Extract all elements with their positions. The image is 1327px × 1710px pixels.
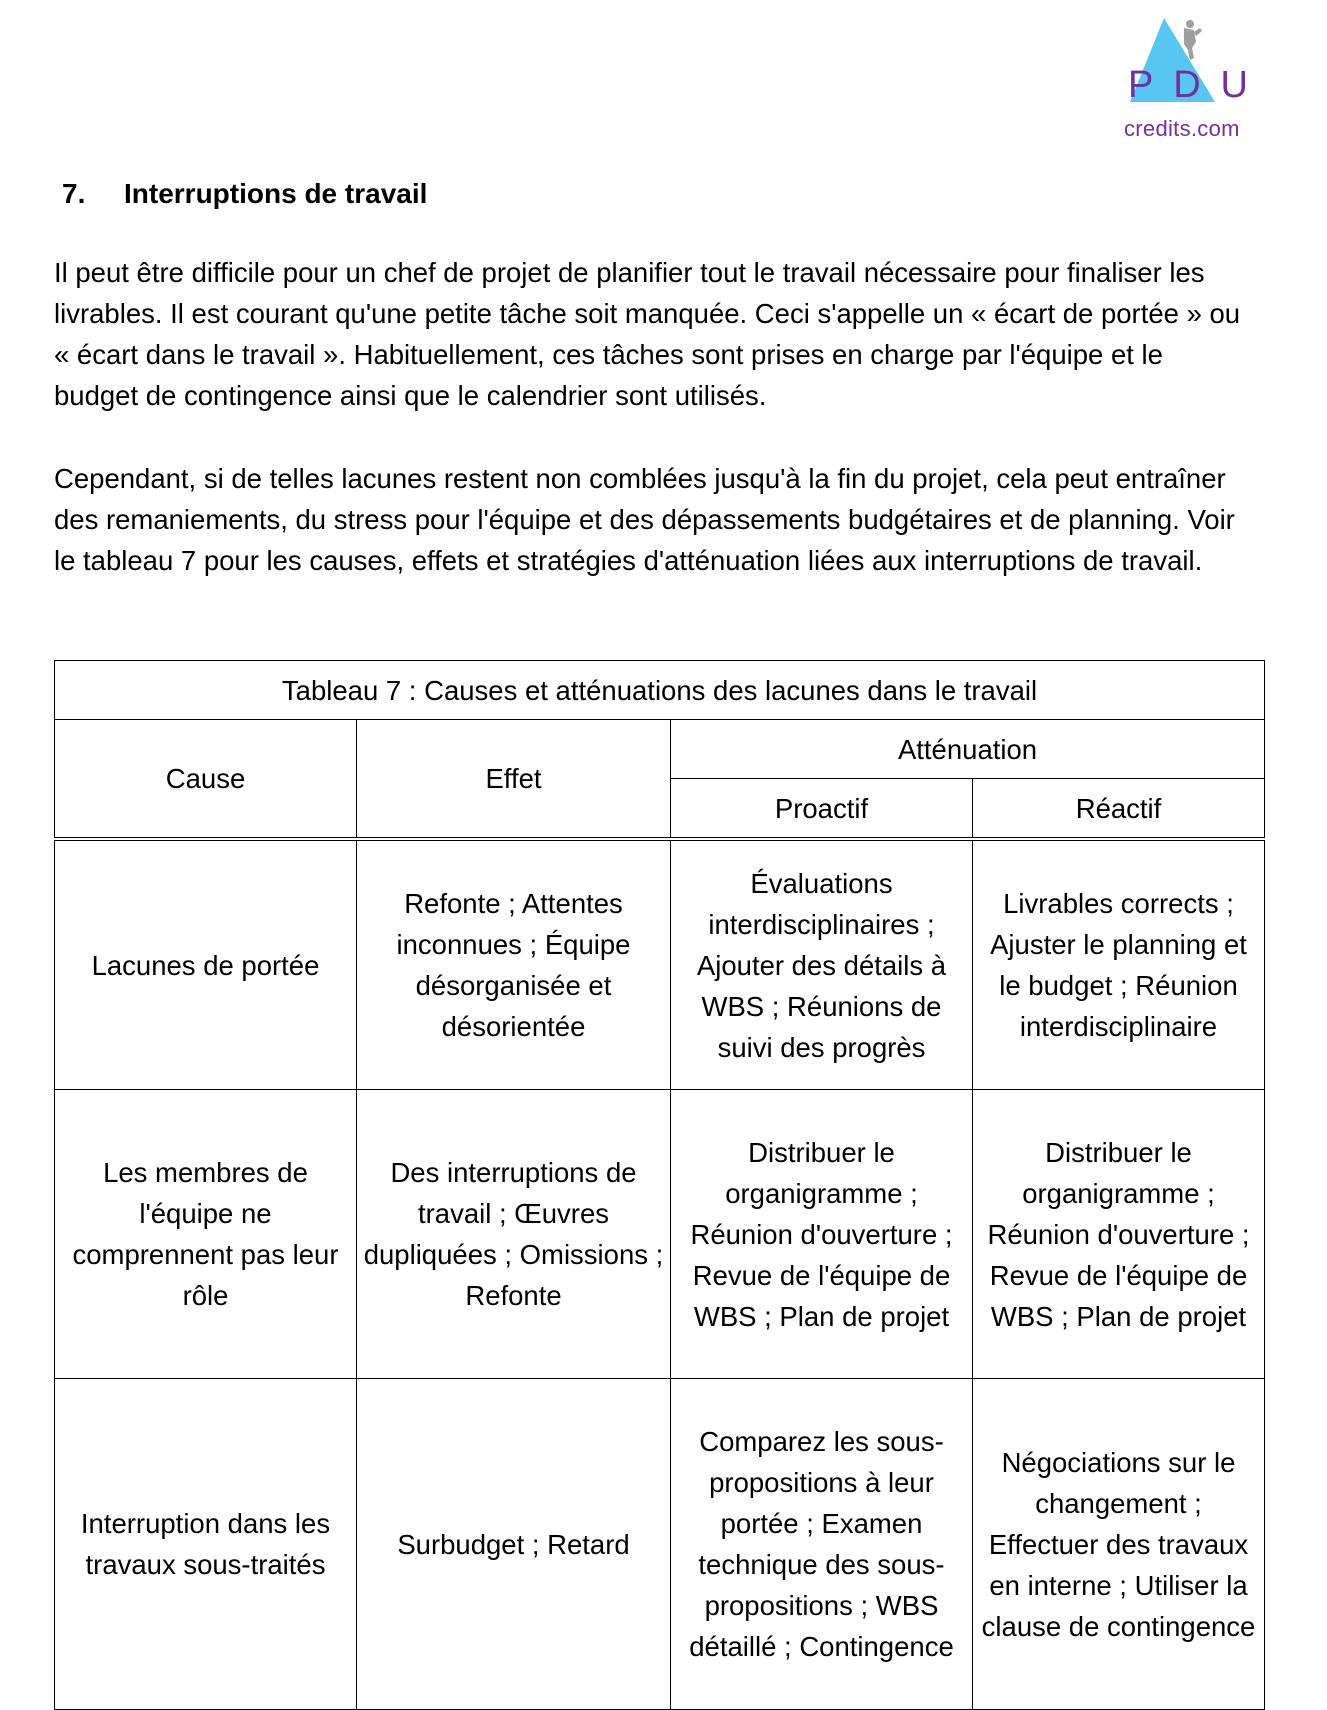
logo-letter: P bbox=[1128, 64, 1154, 106]
table-caption: Tableau 7 : Causes et atténuations des lacunes dans le travail bbox=[55, 661, 1265, 720]
table-row bbox=[55, 1379, 1265, 1710]
pdu-credits-logo bbox=[1108, 14, 1268, 141]
table-row bbox=[55, 1090, 1265, 1379]
cell-proactive: Comparez les sous-propositions à leur portée ; Examen technique des sous-propositions ; WBS détaillé ; Contingence bbox=[671, 1379, 973, 1710]
header-reactive: Réactif bbox=[973, 779, 1265, 840]
table-row bbox=[55, 839, 1265, 1090]
header-effect: Effet bbox=[357, 720, 671, 840]
logo-site-text: credits.com bbox=[1124, 116, 1240, 141]
cell-reactive: Distribuer le organigramme ; Réunion d'ouverture ; Revue de l'équipe de WBS ; Plan de projet bbox=[973, 1090, 1265, 1379]
mitigation-table bbox=[54, 660, 1265, 1710]
cell-proactive: Évaluations interdisciplinaires ; Ajouter des détails à WBS ; Réunions de suivi des progrès bbox=[671, 839, 973, 1090]
cell-reactive: Négociations sur le changement ; Effectuer des travaux en interne ; Utiliser la clause de contingence bbox=[973, 1379, 1265, 1710]
logo-letter: D bbox=[1173, 64, 1201, 106]
cell-cause: Les membres de l'équipe ne comprennent pas leur rôle bbox=[55, 1090, 357, 1379]
header-proactive: Proactif bbox=[671, 779, 973, 840]
cell-effect: Des interruptions de travail ; Œuvres dupliquées ; Omissions ; Refonte bbox=[357, 1090, 671, 1379]
cell-reactive: Livrables corrects ; Ajuster le planning et le budget ; Réunion interdisciplinaire bbox=[973, 839, 1265, 1090]
section-heading bbox=[62, 178, 427, 210]
paragraph: Il peut être difficile pour un chef de projet de planifier tout le travail nécessaire pour finaliser les livrables. Il est courant qu'une petite tâche soit manquée. Ceci s'appelle un « écart de portée » ou « écart dans le travail ». Habituellement, ces tâches sont prises en charge par l'équipe et le budget de contingence ainsi que le calendrier sont utilisés. bbox=[54, 257, 1241, 411]
cell-cause: Interruption dans les travaux sous-traités bbox=[55, 1379, 357, 1710]
paragraph: Cependant, si de telles lacunes restent non comblées jusqu'à la fin du projet, cela peut entraîner des remaniements, du stress pour l'équipe et des dépassements budgétaires et de planning. Voir le tableau 7 pour les causes, effets et stratégies d'atténuation liées aux interruptions de travail. bbox=[54, 463, 1235, 576]
cell-cause: Lacunes de portée bbox=[55, 839, 357, 1090]
section-title: Interruptions de travail bbox=[124, 178, 428, 209]
cell-effect: Surbudget ; Retard bbox=[357, 1379, 671, 1710]
cell-effect: Refonte ; Attentes inconnues ; Équipe désorganisée et désorientée bbox=[357, 839, 671, 1090]
section-number: 7. bbox=[62, 178, 86, 209]
header-cause: Cause bbox=[55, 720, 357, 840]
logo-letter: U bbox=[1220, 64, 1248, 106]
header-mitigation: Atténuation bbox=[671, 720, 1265, 779]
cell-proactive: Distribuer le organigramme ; Réunion d'ouverture ; Revue de l'équipe de WBS ; Plan de projet bbox=[671, 1090, 973, 1379]
